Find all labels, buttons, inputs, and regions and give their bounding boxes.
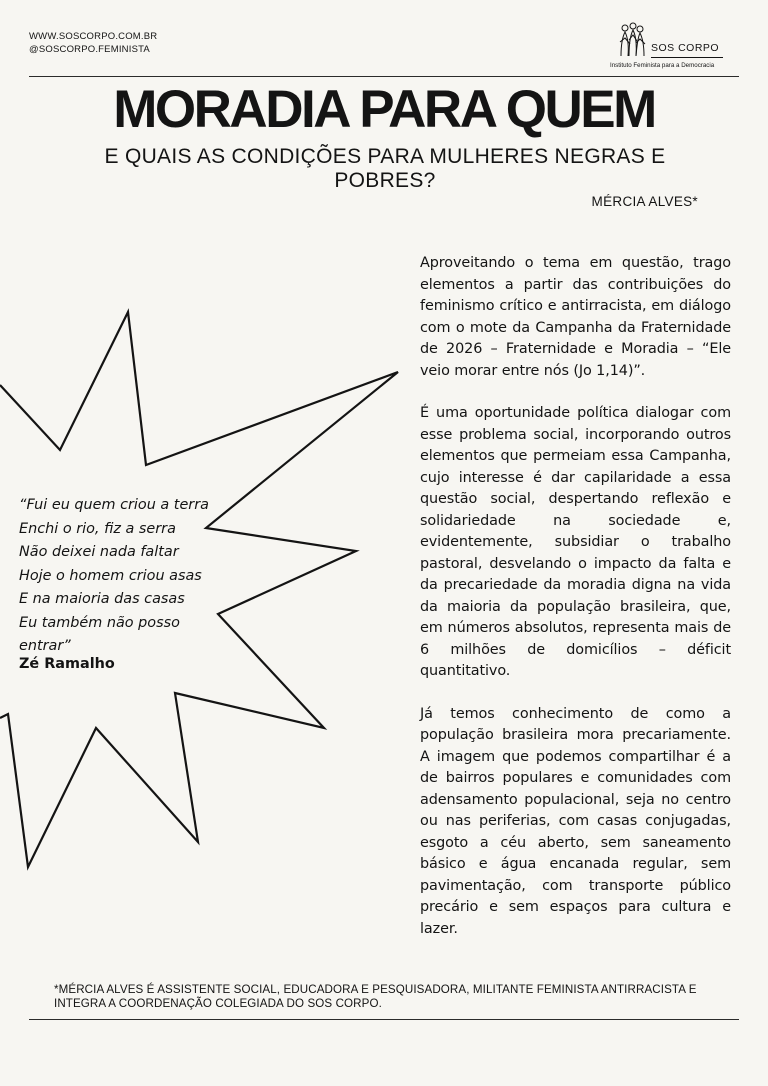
social-handle[interactable]: @SOSCORPO.FEMINISTA xyxy=(29,44,150,55)
sos-corpo-logo xyxy=(605,22,725,74)
body-paragraph: Aproveitando o tema em questão, trago elementos a partir das contribuições do feminismo crítico e antirracista, em diálogo com o mote da Campanha da Fraternidade de 2026 – Fraternidade e Moradia – “Ele veio morar entre nós (Jo 1,14)”. xyxy=(420,255,731,379)
author-name: MÉRCIA ALVES* xyxy=(591,194,698,209)
quote-line: entrar” xyxy=(19,638,71,654)
author-footnote: *MÉRCIA ALVES É ASSISTENTE SOCIAL, EDUCADORA E PESQUISADORA, MILITANTE FEMINISTA ANTIRRACISTA E INTEGRA A COORDENAÇÃO COLEGIADA DO SOS CORPO. xyxy=(54,983,697,1010)
quote-line: Eu também não posso xyxy=(19,614,180,631)
body-paragraph: Já temos conhecimento de como a população brasileira mora precariamente. A imagem que podemos compartilhar é a de bairros populares e comunidades com adensamento populacional, seja no centro ou nas periferias, com casas conjugadas, esgoto a céu aberto, sem saneamento básico e água encanada regular, sem pavimentação, com transporte público precário e sem espaços para cultura e lazer. xyxy=(420,705,731,937)
quote-line: “Fui eu quem criou a terra xyxy=(19,497,209,513)
sos-corpo-logo-icon xyxy=(615,22,649,58)
quote-author: Zé Ramalho xyxy=(19,656,115,672)
quote-block xyxy=(19,494,229,659)
quote-line: Enchi o rio, fiz a serra xyxy=(19,520,176,537)
header-divider xyxy=(29,76,739,77)
article-body xyxy=(420,253,731,961)
logo-tagline: Instituto Feminista para a Democracia xyxy=(610,62,715,69)
page-title: MORADIA PARA QUEM xyxy=(113,80,655,139)
logo-name: SOS CORPO xyxy=(651,42,720,54)
quote-line: E na maioria das casas xyxy=(19,591,185,607)
page-subtitle: E QUAIS AS CONDIÇÕES PARA MULHERES NEGRAS E POBRES? xyxy=(104,145,666,192)
footer-divider xyxy=(29,1019,739,1020)
website-link[interactable]: WWW.SOSCORPO.COM.BR xyxy=(29,31,158,42)
body-paragraph: É uma oportunidade política dialogar com esse problema social, incorporando outros elementos que permeiam essa Campanha, cujo interesse é dar capilaridade a essa questão social, despertando reflexão e solidariedade na sociedade e, evidentemente, subsidiar o trabalho pastoral, desvelando o impacto da falta e da precariedade da moradia digna na vida da maioria da população brasileira, que, em números absolutos, representa mais de 6 milhões de domicílios – déficit quantitativo. xyxy=(420,405,731,679)
quote-line: Não deixei nada faltar xyxy=(19,544,179,560)
header-links xyxy=(29,30,157,56)
logo-underline xyxy=(651,57,723,58)
quote-line: Hoje o homem criou asas xyxy=(19,567,202,584)
